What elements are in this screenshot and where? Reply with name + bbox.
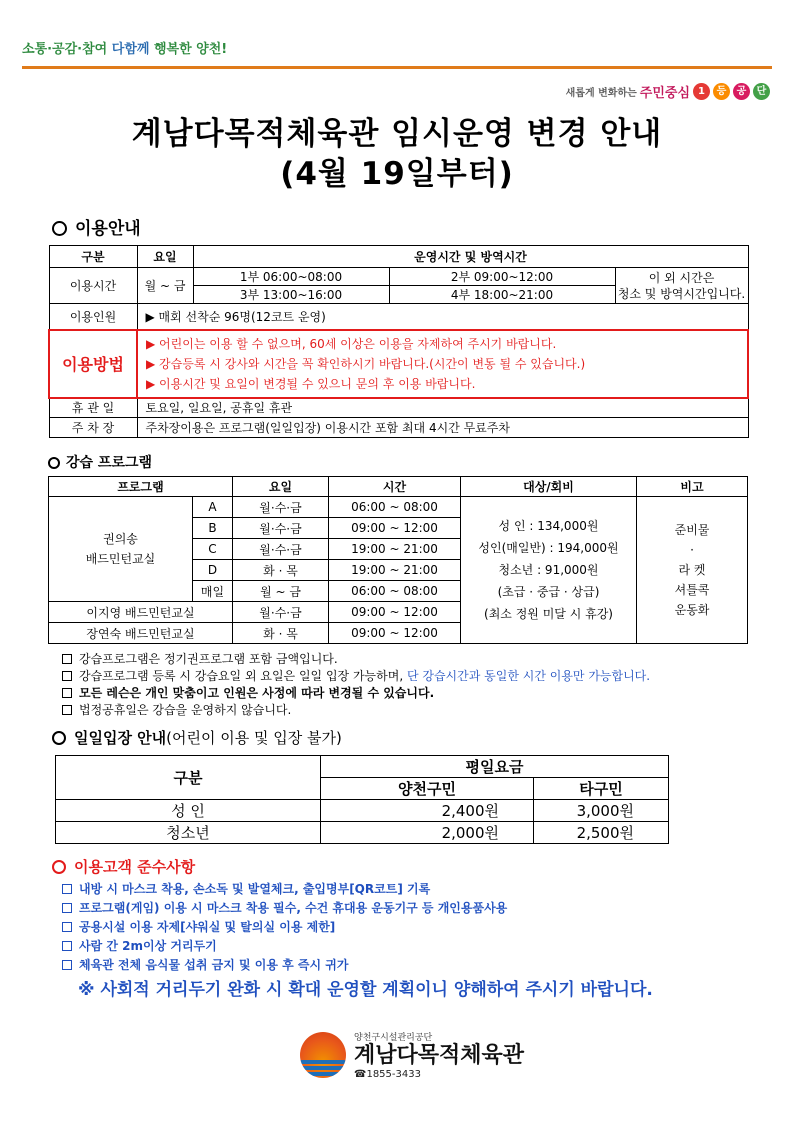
list-item: [62, 651, 650, 668]
class-day: 월·수·금: [233, 602, 329, 623]
section-rules-title: 이용고객 준수사항: [74, 858, 196, 876]
section-program-heading: [48, 452, 152, 472]
circle-bullet-icon: [52, 860, 66, 874]
slogan-mid: 다함께: [111, 42, 150, 57]
usage-table: [48, 245, 749, 438]
checkbox-square-icon: [62, 903, 72, 913]
table-row: [56, 822, 669, 844]
checkbox-square-icon: [62, 960, 72, 970]
list-item: [62, 880, 507, 899]
col-day: 요일: [137, 246, 193, 268]
list-item: [62, 702, 650, 719]
page-subtitle: (4월 19일부터): [280, 156, 514, 192]
col-day: 요일: [233, 477, 329, 497]
checkbox-square-icon: [62, 688, 72, 698]
note-line: 셔틀콕: [674, 583, 710, 597]
note-text: 법정공휴일은 강습을 운영하지 않습니다.: [79, 703, 292, 717]
fee-type: 청소년: [56, 822, 321, 844]
fee-line: (최소 정원 미달 시 휴강): [484, 607, 613, 621]
tagline-lead: 새롭게 변화하는: [565, 88, 637, 99]
fee-other: 3,000원: [534, 800, 669, 822]
circle-bullet-icon: [52, 731, 66, 745]
note-line: 라 켓: [678, 563, 706, 577]
row-parking-text: 주차장이용은 프로그램(일일입장) 이용시간 포함 최대 4시간 무료주차: [137, 418, 748, 438]
note-text-highlight: 단 강습시간과 동일한 시간 이용만 가능합니다.: [406, 669, 651, 683]
row-hours-days: 월 ~ 금: [137, 268, 193, 304]
fee-line: (초급 · 중급 · 상급): [497, 585, 600, 599]
circle-bullet-icon: [52, 221, 67, 236]
row-method-label: [49, 330, 137, 398]
header-divider: [22, 66, 772, 69]
class-day: 화 · 목: [233, 560, 329, 581]
rules-notice: ※ 사회적 거리두기 완화 시 확대 운영할 계획이니 양해하여 주시기 바랍니다.: [78, 980, 653, 1000]
class-day: 월·수·금: [233, 518, 329, 539]
col-other-resident: 타구민: [534, 778, 669, 800]
row-capacity-text: ▶ 매회 선착순 96명(12코트 운영): [137, 304, 748, 330]
section-usage-title: 이용안내: [75, 219, 141, 239]
fee-line: 성 인 : 134,000원: [498, 519, 599, 533]
row-hours-label: 이용시간: [49, 268, 137, 304]
fee-line: 성인(매일반) : 194,000원: [478, 541, 619, 555]
checkbox-square-icon: [62, 705, 72, 715]
session-4: 4부 18:00~21:00: [389, 286, 615, 304]
row-parking-label: 주 차 장: [49, 418, 137, 438]
col-hours: 운영시간 및 방역시간: [193, 246, 748, 268]
footer-org: 양천구시설관리공단: [354, 1033, 433, 1043]
list-item: [62, 918, 507, 937]
slogan-left: 소통·공감·참여: [22, 42, 108, 57]
rule-text: 내방 시 마스크 착용, 손소독 및 발열체크, 출입명부[QR코트] 기록: [79, 882, 431, 896]
col-local-resident: 양천구민: [321, 778, 534, 800]
group-name-line1: 권의송: [103, 532, 138, 546]
program-notes: [62, 651, 650, 719]
class-time: 09:00 ~ 12:00: [329, 602, 461, 623]
list-item: [62, 937, 507, 956]
checkbox-square-icon: [62, 671, 72, 681]
fee-line: 청소년 : 91,000원: [498, 563, 599, 577]
footer: [300, 1030, 524, 1080]
method-line: ▶ 강습등록 시 강사와 시간을 꼭 확인하시기 바랍니다.(시간이 변동 될 수 있습니다.): [146, 356, 586, 371]
list-item: [62, 956, 507, 975]
session-2: 2부 09:00~12:00: [389, 268, 615, 286]
sun-wave-logo-icon: [300, 1032, 346, 1078]
table-row: [56, 800, 669, 822]
class-time: 19:00 ~ 21:00: [329, 560, 461, 581]
page-title: 계남다목적체육관 임시운영 변경 안내: [131, 116, 663, 152]
checkbox-square-icon: [62, 654, 72, 664]
rules-list: [62, 880, 507, 975]
group-name-line2: 배드민턴교실: [85, 552, 156, 566]
section-program-title: 강습 프로그램: [66, 455, 153, 471]
col-weekday-fee: 평일요금: [321, 756, 669, 778]
fee-type: 성 인: [56, 800, 321, 822]
tagline-circle-3: 공: [733, 83, 750, 100]
class-day: 화 · 목: [233, 623, 329, 644]
rule-text: 공용시설 이용 자제[샤워실 및 탈의실 이용 제한]: [79, 920, 336, 934]
checkbox-square-icon: [62, 922, 72, 932]
method-line: ▶ 이용시간 및 요일이 변경될 수 있으니 문의 후 이용 바랍니다.: [146, 376, 476, 391]
other-hours-line1: 이 외 시간은: [648, 270, 715, 285]
class-name: 이지영 배드민턴교실: [49, 602, 233, 623]
class-time: 09:00 ~ 12:00: [329, 518, 461, 539]
rule-text: 프로그램(게임) 이용 시 마스크 착용 필수, 수건 휴대용 운동기구 등 개인용품사용: [79, 901, 508, 915]
section-usage-heading: [52, 214, 141, 239]
method-line: ▶ 어린이는 이용 할 수 없으며, 60세 이상은 이용을 자제하여 주시기 바랍니다.: [146, 336, 557, 351]
section-daily-title: 일일입장 안내: [74, 729, 167, 747]
fee-cell: [461, 497, 637, 644]
col-program: 프로그램: [49, 477, 233, 497]
checkbox-square-icon: [62, 941, 72, 951]
circle-bullet-icon: [48, 457, 60, 469]
group-name: [49, 497, 193, 602]
sub-class: B: [193, 518, 233, 539]
note-text: 모든 레슨은 개인 맞춤이고 인원은 사정에 따라 변경될 수 있습니다.: [79, 686, 435, 700]
footer-phone: ☎1855-3433: [354, 1069, 421, 1080]
session-3: 3부 13:00~16:00: [193, 286, 389, 304]
slogan-right: 행복한 양천!: [153, 42, 228, 57]
class-day: 월·수·금: [233, 539, 329, 560]
table-row: [49, 497, 748, 518]
note-text: 강습프로그램은 정기권프로그램 포함 금액입니다.: [79, 652, 338, 666]
other-hours-line2: 청소 및 방역시간입니다.: [617, 286, 746, 301]
footer-name: 계남다목적체육관: [354, 1043, 525, 1068]
note-text: 강습프로그램 등록 시 강습요일 외 요일은 일일 입장 가능하며,: [79, 669, 407, 683]
fee-other: 2,500원: [534, 822, 669, 844]
section-daily-note: (어린이 이용 및 입장 불가): [166, 729, 342, 747]
daily-fee-table: [55, 755, 669, 844]
col-fee: 대상/회비: [461, 477, 637, 497]
fee-local: 2,400원: [321, 800, 534, 822]
class-day: 월·수·금: [233, 497, 329, 518]
col-time: 시간: [329, 477, 461, 497]
note-line: ·: [690, 543, 694, 557]
fee-local: 2,000원: [321, 822, 534, 844]
class-time: 09:00 ~ 12:00: [329, 623, 461, 644]
program-table: [48, 476, 748, 644]
checkbox-square-icon: [62, 884, 72, 894]
section-daily-heading: [52, 727, 342, 748]
section-rules-heading: [52, 856, 195, 877]
col-type: 구분: [56, 756, 321, 800]
other-hours-note: [615, 268, 748, 304]
row-closed-text: 토요일, 일요일, 공휴일 휴관: [137, 398, 748, 418]
rule-text: 체육관 전체 음식물 섭취 금지 및 이용 후 즉시 귀가: [79, 958, 349, 972]
footer-text: [354, 1030, 524, 1080]
header-slogan: [22, 38, 227, 57]
note-cell: [637, 497, 748, 644]
col-type: 구분: [49, 246, 137, 268]
note-line: 운동화: [674, 603, 710, 617]
class-day: 월 ~ 금: [233, 581, 329, 602]
note-line: 준비물: [674, 523, 710, 537]
rule-text: 사람 간 2m이상 거리두기: [79, 939, 217, 953]
tagline-circle-1: 1: [693, 83, 710, 100]
class-time: 06:00 ~ 08:00: [329, 497, 461, 518]
tagline-circle-4: 단: [753, 83, 770, 100]
session-1: 1부 06:00~08:00: [193, 268, 389, 286]
class-name: 장연숙 배드민턴교실: [49, 623, 233, 644]
class-time: 06:00 ~ 08:00: [329, 581, 461, 602]
sub-class: 매일: [193, 581, 233, 602]
sub-class: D: [193, 560, 233, 581]
header-tagline: [566, 82, 770, 101]
list-item: [62, 685, 650, 702]
class-time: 19:00 ~ 21:00: [329, 539, 461, 560]
row-capacity-label: 이용인원: [49, 304, 137, 330]
col-note: 비고: [637, 477, 748, 497]
method-label: 이용방법: [62, 355, 124, 374]
list-item: [62, 899, 507, 918]
row-method-text: [137, 330, 748, 398]
row-closed-label: 휴 관 일: [49, 398, 137, 418]
sub-class: C: [193, 539, 233, 560]
tagline-main: 주민중심: [639, 86, 690, 101]
sub-class: A: [193, 497, 233, 518]
list-item: [62, 668, 650, 685]
tagline-circle-2: 등: [713, 83, 730, 100]
